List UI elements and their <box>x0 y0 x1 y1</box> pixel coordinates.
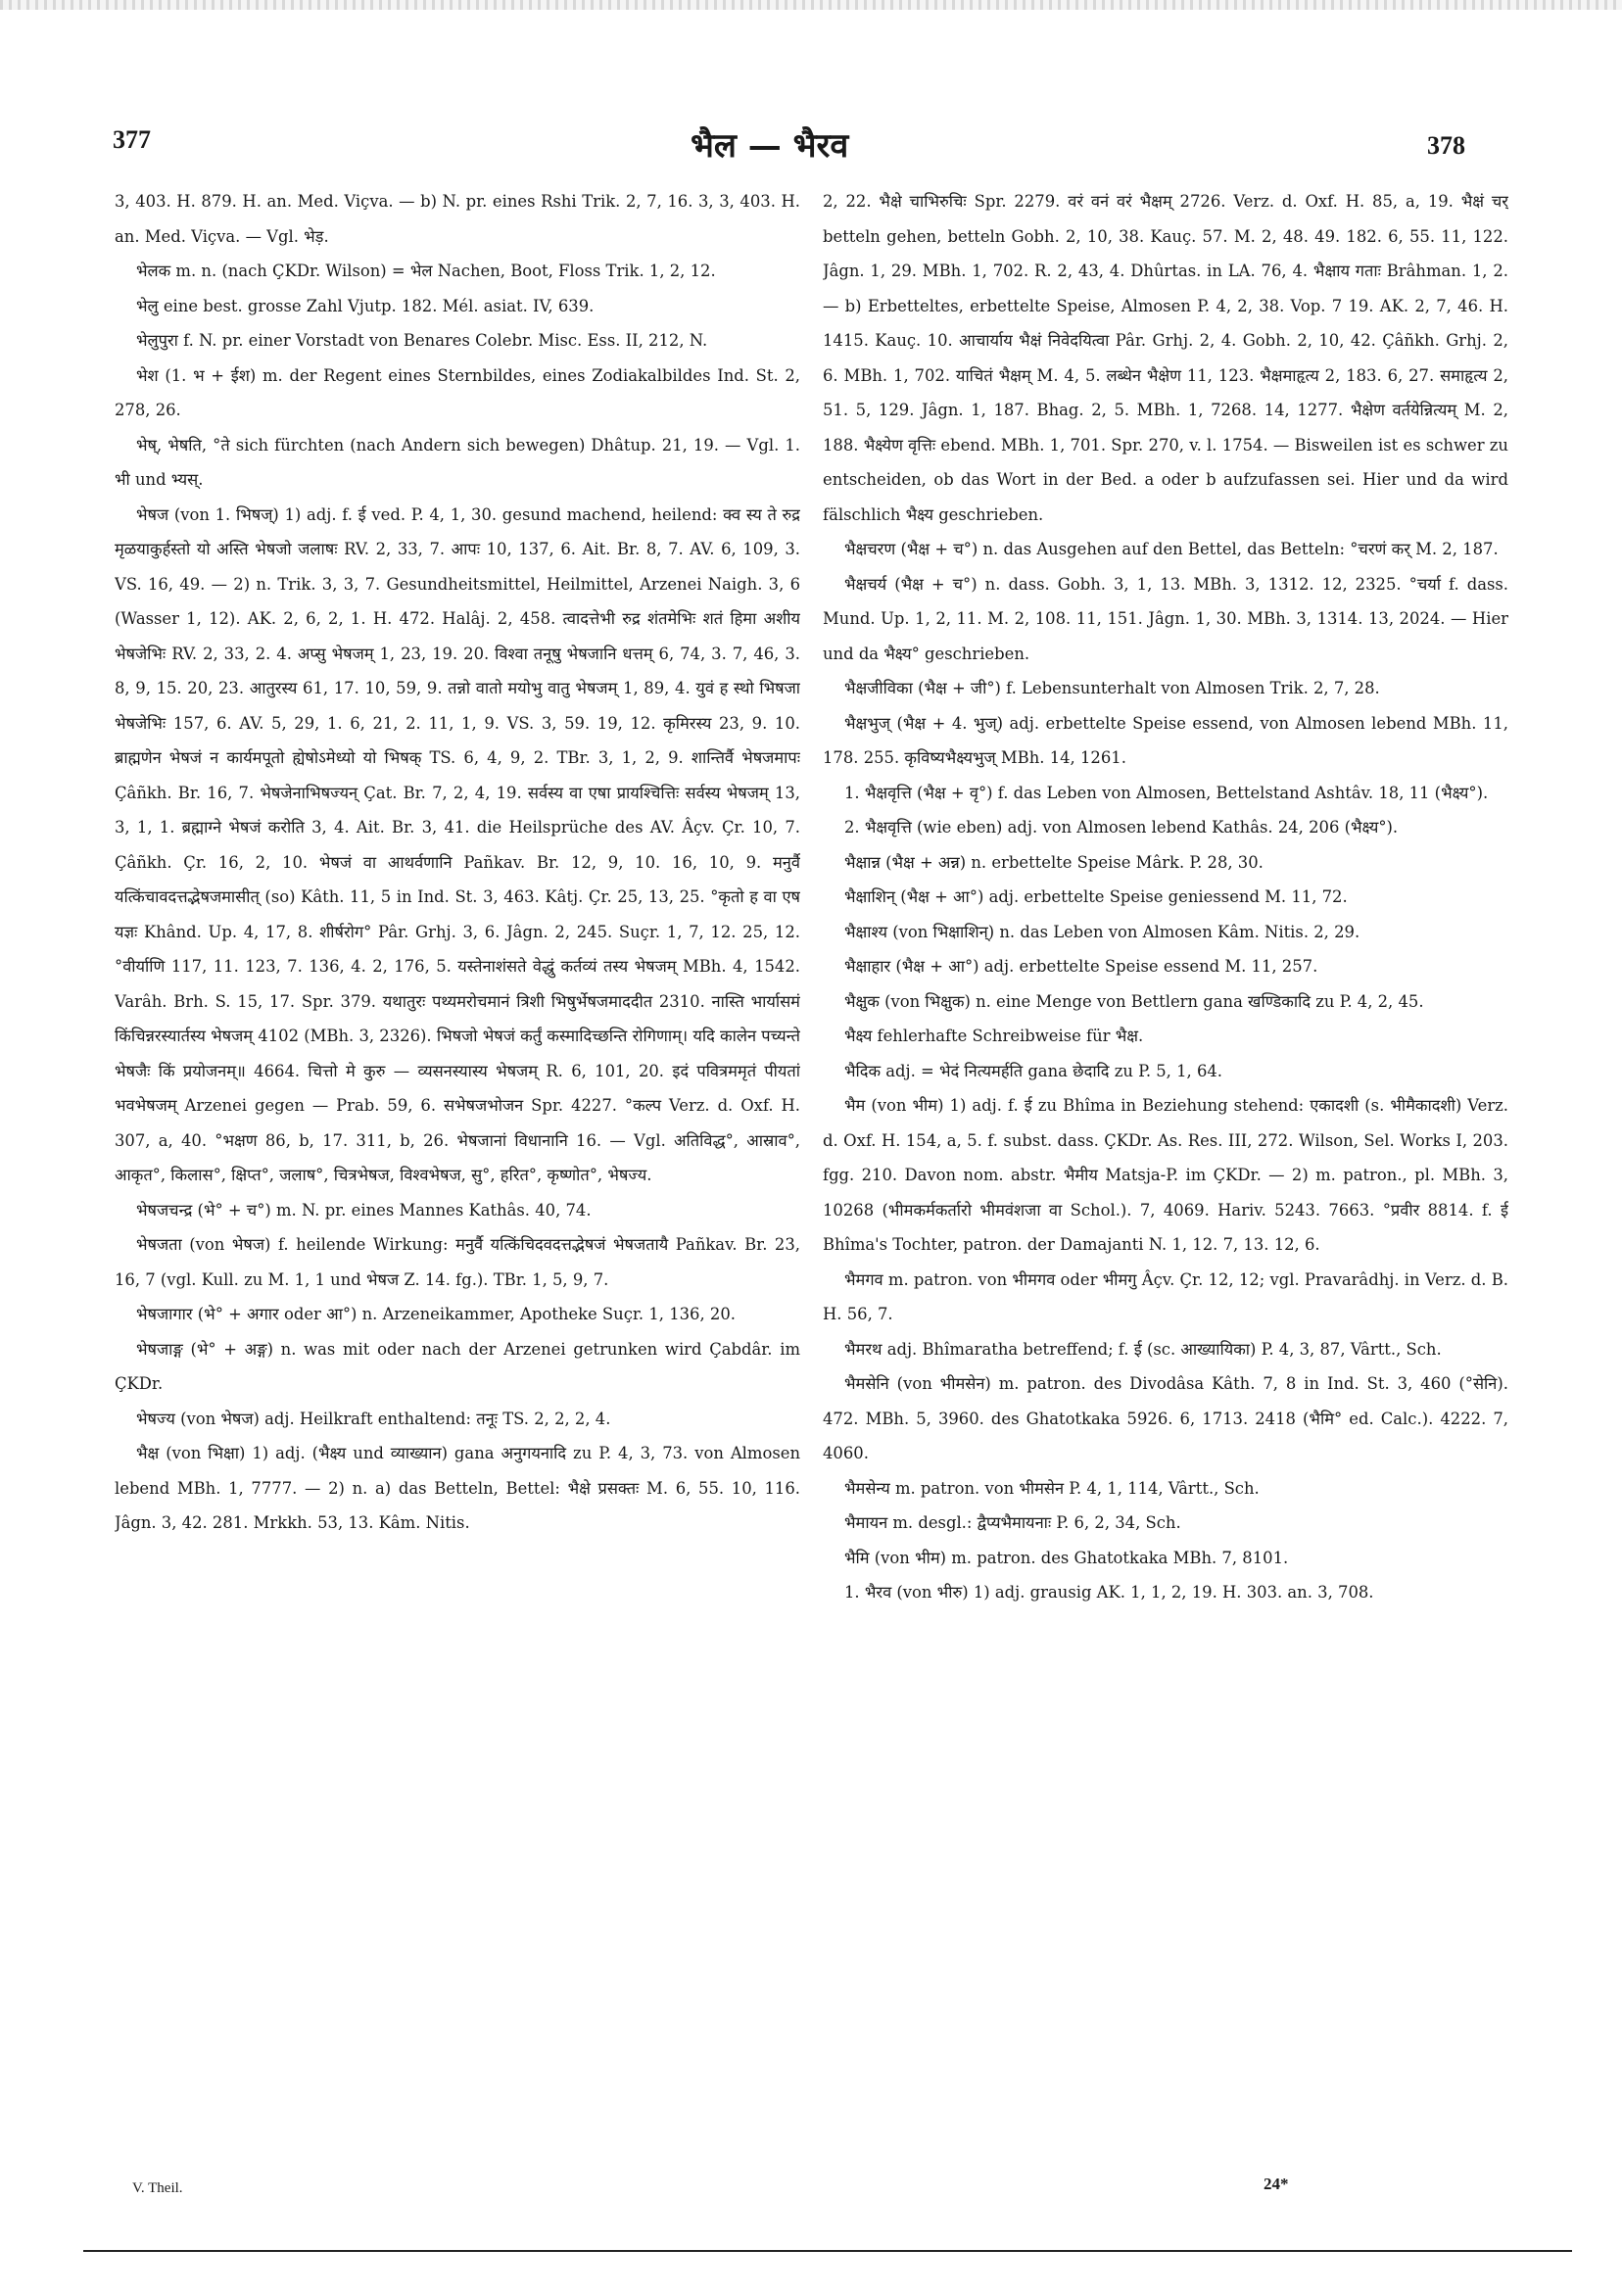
dictionary-entry: 3, 403. H. 879. H. an. Med. Viçva. — b) N. pr. eines Rshi Trik. 2, 7, 16. 3, 3, 403. H. an. Med. Viçva. — Vgl. भेड़. <box>115 192 800 246</box>
dictionary-entry: भैमगव m. patron. von भीमगव oder भीमगु Âçv. Çr. 12, 12; vgl. Pravarâdhj. in Verz. d. B. H. 56, 7. <box>823 1269 1508 1323</box>
bottom-rule <box>83 2250 1572 2252</box>
dictionary-entry: भेलक m. n. (nach ÇKDr. Wilson) = भेल Nachen, Boot, Floss Trik. 1, 2, 12. <box>136 262 716 280</box>
dictionary-entry: भेषजागार (भे° + अगार oder आ°) n. Arzeneikammer, Apotheke Suçr. 1, 136, 20. <box>136 1305 736 1323</box>
dictionary-entry: भैक्ष (von भिक्षा) 1) adj. (भैक्ष्य und व्याख्यान) gana अनुगयनादि zu P. 4, 3, 73. von Almosen lebend MBh. 1, 7777. — 2) n. a) das Betteln, Bettel: भैक्षे प्रसक्तः M. 6, 55. 10, 116. Jâgn. 3, 42. 281. Mrkkh. 53, 13. Kâm. Nitis. <box>115 1444 800 1532</box>
dictionary-entry: भैमसेनि (von भीमसेन) m. patron. des Divodâsa Kâth. 7, 8 in Ind. St. 3, 460 (°सेनि). 472. MBh. 5, 3960. des Ghatotkaka 5926. 6, 1713. 2418 (भैमि° ed. Calc.). 4222. 7, 4060. <box>823 1374 1508 1462</box>
dictionary-entry: भेषज्य (von भेषज) adj. Heilkraft enthaltend: तनूः TS. 2, 2, 2, 4. <box>136 1409 611 1428</box>
dictionary-entry: 2, 22. भैक्षे चाभिरुचिः Spr. 2279. वरं वनं वरं भैक्षम् 2726. Verz. d. Oxf. H. 85, a, 19. भैक्षं चर् betteln gehen, betteln Gobh. 2, 10, 38. Kauç. 57. M. 2, 48. 49. 182. 6, 55. 11, 122. Jâgn. 1, 29. MBh. 1, 702. R. 2, 43, 4. Dhûrtas. in LA. 76, 4. भैक्षाय गताः Brâhman. 1, 2. — b) Erbetteltes, erbettelte Speise, Almosen P. 4, 2, 38. Vop. 7 19. AK. 2, 7, 46. H. 1415. Kauç. 10. आचार्याय भैक्षं निवेदयित्वा Pâr. Grhj. 2, 4. Gobh. 2, 10, 42. Çâñkh. Grhj. 2, 6. MBh. 1, 702. याचितं भैक्षम् M. 4, 5. लब्धेन भैक्षेण 11, 123. भैक्षमाहृत्य 2, 183. 6, 27. समाहृत्य 2, 51. 5, 129. Jâgn. 1, 187. Bhag. 2, 5. MBh. 1, 7268. 14, 1277. भैक्षेण वर्तयेन्नित्यम् M. 2, 188. भैक्ष्येण वृत्तिः ebend. MBh. 1, 701. Spr. 270, v. l. 1754. — Bisweilen ist es schwer zu entscheiden, ob das Wort in der Bed. a oder b aufzufassen sei. Hier und da wird fälschlich भैक्ष्य geschrieben. <box>823 192 1508 524</box>
dictionary-entry: भेषजता (von भेषज) f. heilende Wirkung: मनुर्वै यत्किंचिदवदत्तद्भेषजं भेषजतायै Pañkav. Br. 23, 16, 7 (vgl. Kull. zu M. 1, 1 und भेषज Z. 14. fg.). TBr. 1, 5, 9, 7. <box>115 1235 800 1289</box>
dictionary-entry: भेलुपुरा f. N. pr. einer Vorstadt von Benares Colebr. Misc. Ess. II, 212, N. <box>136 331 708 350</box>
dictionary-entry: भैदिक adj. = भेदं नित्यमर्हति gana छेदादि zu P. 5, 1, 64. <box>844 1061 1223 1080</box>
dictionary-entry: भेश (1. भ + ईश) m. der Regent eines Sternbildes, eines Zodiakalbildes Ind. St. 2, 278, 26. <box>115 365 800 419</box>
dictionary-entry: भेषजचन्द्र (भे° + च°) m. N. pr. eines Mannes Kathâs. 40, 74. <box>136 1200 592 1220</box>
left-column <box>115 184 800 2182</box>
page-header <box>0 118 1622 176</box>
dictionary-entry: भैक्षाहार (भैक्ष + आ°) adj. erbettelte Speise essend M. 11, 257. <box>844 957 1318 976</box>
dictionary-entry: 2. भैक्षवृत्ति (wie eben) adj. von Almosen lebend Kathâs. 24, 206 (भैक्ष्य°). <box>844 818 1399 837</box>
dictionary-entry: 1. भैक्षवृत्ति (भैक्ष + वृ°) f. das Leben von Almosen, Bettelstand Ashtâv. 18, 11 (भैक्ष्य°). <box>844 783 1489 802</box>
dictionary-entry: भैक्षभुज् (भैक्ष + 4. भुज्) adj. erbettelte Speise essend, von Almosen lebend MBh. 11, 178. 255. कृविष्यभैक्ष्यभुज् MBh. 14, 1261. <box>823 713 1508 767</box>
dictionary-entry: भैक्षुक (von भिक्षुक) n. eine Menge von Bettlern gana खण्डिकादि zu P. 4, 2, 45. <box>844 991 1424 1011</box>
dictionary-entry: भैक्षचरण (भैक्ष + च°) n. das Ausgehen auf den Bettel, das Betteln: °चरणं कर् M. 2, 187. <box>844 540 1499 558</box>
dictionary-entry: भैम (von भीम) 1) adj. f. ई zu Bhîma in Beziehung stehend: एकादशी (s. भीमैकादशी) Verz. d. Oxf. H. 154, a, 5. f. subst. dass. ÇKDr. As. Res. III, 272. Wilson, Sel. Works I, 203. fgg. 210. Davon nom. abstr. भैमीय Matsja-P. im ÇKDr. — 2) m. patron., pl. MBh. 3, 10268 (भीमकर्मकर्तारो भीमवंशजा वा Schol.). 7, 4069. Hariv. 5243. 7663. °प्रवीर 8814. f. ई Bhîma's Tochter, patron. der Damajanti N. 1, 12. 7, 13. 12, 6. <box>823 1096 1508 1254</box>
dictionary-entry: भेषज (von 1. भिषज्) 1) adj. f. ई ved. P. 4, 1, 30. gesund machend, heilend: क्व स्य ते रुद्र मृळयाकुर्हस्तो यो अस्ति भेषजो जलाषः RV. 2, 33, 7. आपः 10, 137, 6. Ait. Br. 8, 7. AV. 6, 109, 3. VS. 16, 49. — 2) n. Trik. 3, 3, 7. Gesundheitsmittel, Heilmittel, Arzenei Naigh. 3, 6 (Wasser 1, 12). AK. 2, 6, 2, 1. H. 472. Halâj. 2, 458. त्वादत्तेभी रुद्र शंतमेभिः शतं हिमा अशीय भेषजेभिः RV. 2, 33, 2. 4. अप्सु भेषजम् 1, 23, 19. 20. विश्वा तनूषु भेषजानि धत्तम् 6, 74, 3. 7, 46, 3. 8, 9, 15. 20, 23. आतुरस्य 61, 17. 10, 59, 9. तन्नो वातो मयोभु वातु भेषजम् 1, 89, 4. युवं ह स्थो भिषजा भेषजेभिः 157, 6. AV. 5, 29, 1. 6, 21, 2. 11, 1, 9. VS. 3, 59. 19, 12. कृमिरस्य 23, 9. 10. ब्राह्मणेन भेषजं न कार्यमपूतो ह्येषोऽमेध्यो यो भिषक् TS. 6, 4, 9, 2. TBr. 3, 1, 2, 9. शान्तिर्वै भेषजमापः Çâñkh. Br. 16, 7. भेषजेनाभिषज्यन् Çat. Br. 7, 2, 4, 19. सर्वस्य वा एषा प्रायश्चित्तिः सर्वस्य भेषजम् 13, 3, 1, 1. ब्रह्माग्ने भेषजं करोति 3, 4. Ait. Br. 3, 41. die Heilsprüche des AV. Âçv. Çr. 10, 7. Çâñkh. Çr. 16, 2, 10. भेषजं वा आथर्वणानि Pañkav. Br. 12, 9, 10. 16, 10, 9. मनुर्वै यत्किंचावदत्तद्भेषजमासीत् (so) Kâth. 11, 5 in Ind. St. 3, 463. Kâtj. Çr. 25, 13, 25. °कृतो ह वा एष यज्ञः Khând. Up. 4, 17, 8. शीर्षरोग° Pâr. Grhj. 3, 6. Jâgn. 2, 245. Suçr. 1, 7, 12. 25, 12. °वीर्याणि 117, 11. 123, 7. 136, 4. 2, 176, 5. यस्तेनाशंसते वेद्धुं कर्तव्यं तस्य भेषजम् MBh. 4, 1542. Varâh. Brh. S. 15, 17. Spr. 379. यथातुरः पथ्यमरोचमानं त्रिशी भिषुर्भेषजमाददीत 2310. नास्ति भार्यासमं किंचिन्नरस्यार्तस्य भेषजम् 4102 (MBh. 3, 2326). भिषजो भेषजं कर्तुं कस्मादिच्छन्ति रोगिणाम्। यदि कालेन पच्यन्ते भेषजैः किं प्रयोजनम्॥ 4664. चित्तो मे कुरु — व्यसनस्यास्य भेषजम् R. 6, 101, 20. इदं पवित्रममृतं पीयतां भवभेषजम् Arzenei gegen — Prab. 59, 6. सभेषजभोजन Spr. 4227. °कल्प Verz. d. Oxf. H. 307, a, 40. °भक्षण 86, b, 17. 311, b, 26. भेषजानां विधानानि 16. — Vgl. अतिविद्ध°, आस्राव°, आकृत°, किलास°, क्षिप्त°, जलाष°, चित्रभेषज, विश्वभेषज, सु°, हरित°, कृष्णोत°, भेषज्य. <box>115 504 800 1184</box>
page-number-left: 377 <box>113 125 151 154</box>
dictionary-entry: भैमरथ adj. Bhîmaratha betreffend; f. ई (sc. आख्यायिका) P. 4, 3, 87, Vârtt., Sch. <box>844 1339 1442 1359</box>
dictionary-entry: भैक्षजीविका (भैक्ष + जी°) f. Lebensunterhalt von Almosen Trik. 2, 7, 28. <box>844 679 1380 697</box>
right-column <box>823 184 1508 2182</box>
dictionary-entry: भैक्ष्य fehlerhafte Schreibweise für भैक्ष. <box>844 1027 1144 1045</box>
dictionary-entry: भैक्षान्न (भैक्ष + अन्न) n. erbettelte Speise Mârk. P. 28, 30. <box>844 852 1264 872</box>
volume-note: V. Theil. <box>132 2180 183 2196</box>
dictionary-entry: 1. भैरव (von भीरु) 1) adj. grausig AK. 1, 1, 2, 19. H. 303. an. 3, 708. <box>844 1583 1374 1602</box>
dictionary-entry: भेलु eine best. grosse Zahl Vjutp. 182. Mél. asiat. IV, 639. <box>136 296 595 315</box>
scan-edge <box>0 0 1622 10</box>
dictionary-entry: भैमायन m. desgl.: द्वैप्यभैमायनाः P. 6, 2, 34, Sch. <box>844 1513 1181 1532</box>
dictionary-entry: भेष्, भेषति, °ते sich fürchten (nach Andern sich bewegen) Dhâtup. 21, 19. — Vgl. 1. भी und भ्यस्. <box>115 435 800 489</box>
dictionary-entry: भैक्षचर्य (भैक्ष + च°) n. dass. Gobh. 3, 1, 13. MBh. 3, 1312. 12, 2325. °चर्या f. dass. Mund. Up. 1, 2, 11. M. 2, 108. 11, 151. Jâgn. 1, 30. MBh. 3, 1314. 13, 2024. — Hier und da भैक्ष्य° geschrieben. <box>823 574 1508 663</box>
page-number-right: 378 <box>1427 131 1465 160</box>
dictionary-entry: भेषजाङ्ग (भे° + अङ्ग) n. was mit oder nach der Arzenei getrunken wird Çabdâr. im ÇKDr. <box>115 1339 800 1393</box>
dictionary-entry: भैक्षाशिन् (भैक्ष + आ°) adj. erbettelte Speise geniessend M. 11, 72. <box>844 887 1348 906</box>
signature-mark: 24* <box>1264 2175 1289 2193</box>
dictionary-entry: भैक्षाश्य (von भिक्षाशिन्) n. das Leben von Almosen Kâm. Nitis. 2, 29. <box>844 922 1360 941</box>
running-head: भैल — भैरव <box>691 126 849 166</box>
dictionary-entry: भैमसेन्य m. patron. von भीमसेन P. 4, 1, 114, Vârtt., Sch. <box>844 1478 1260 1498</box>
dictionary-entry: भैमि (von भीम) m. patron. des Ghatotkaka MBh. 7, 8101. <box>844 1548 1289 1567</box>
